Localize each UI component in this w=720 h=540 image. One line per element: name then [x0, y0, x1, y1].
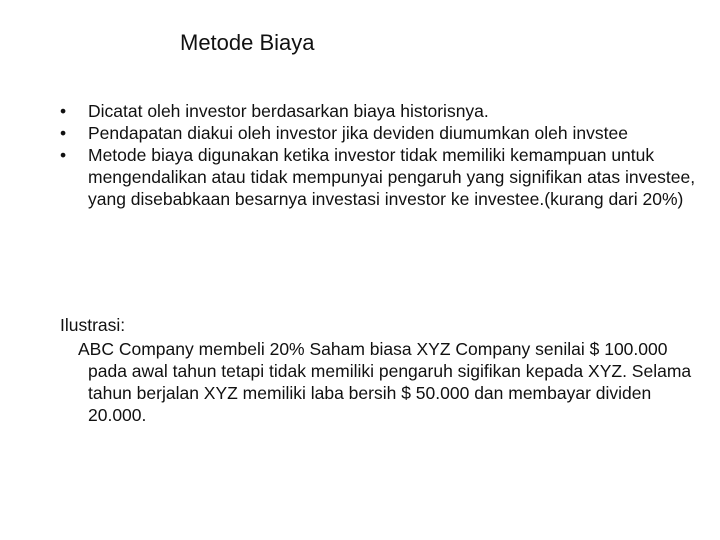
bullet-item	[60, 100, 700, 122]
illustration-section	[60, 314, 700, 426]
illustration-label: Ilustrasi:	[60, 315, 126, 335]
illustration-text: ABC Company membeli 20% Saham biasa XYZ Company senilai $ 100.000 pada awal tahun tetapi tidak memiliki pengaruh sigifikan kepada XYZ. Selama tahun berjalan XYZ memiliki laba bersih $ 50.000 dan membayar dividen 20.000.	[78, 339, 692, 425]
bullet-icon: •	[60, 145, 67, 165]
bullet-text: Pendapatan diakui oleh investor jika deviden diumumkan oleh invstee	[88, 123, 628, 143]
bullet-icon: •	[60, 101, 67, 121]
bullet-item	[60, 144, 700, 210]
bullet-icon: •	[60, 123, 67, 143]
bullet-text: Metode biaya digunakan ketika investor tidak memiliki kemampuan untuk mengendalikan atau tidak mempunyai pengaruh yang signifikan atas investee, yang disebabkaan besarnya investasi investor ke investee.(kurang dari 20%)	[88, 145, 696, 209]
bullet-item	[60, 122, 700, 144]
bullet-text: Dicatat oleh investor berdasarkan biaya historisnya.	[88, 101, 489, 121]
slide-title: Metode Biaya	[180, 30, 315, 55]
bullet-list	[60, 100, 700, 210]
